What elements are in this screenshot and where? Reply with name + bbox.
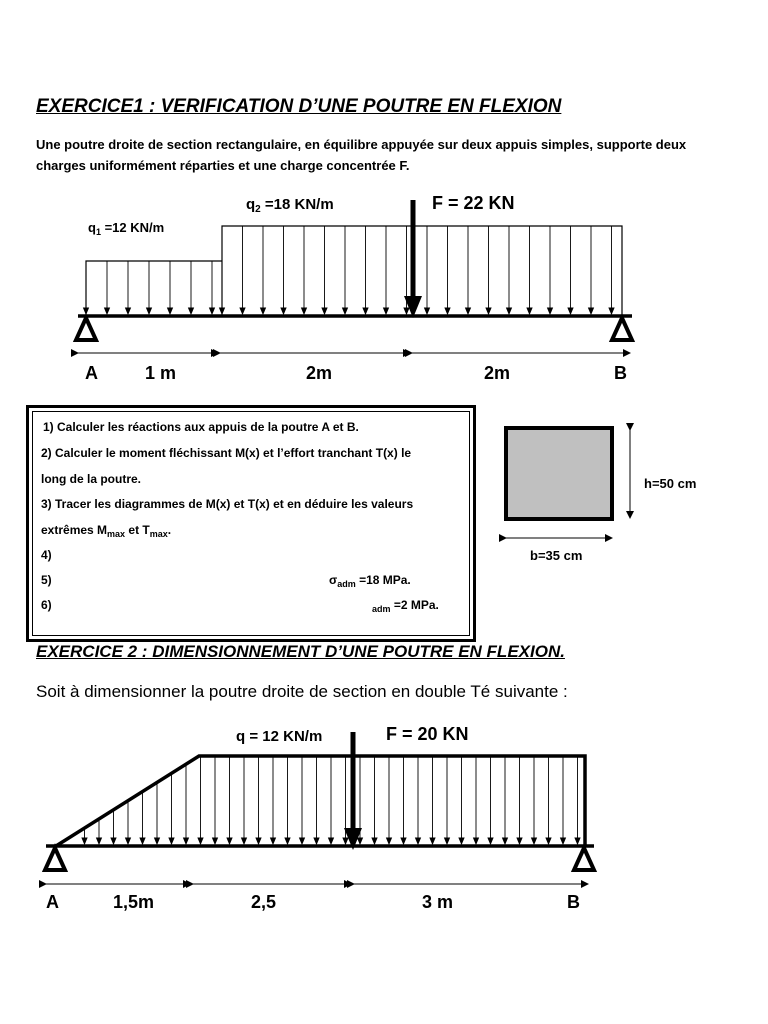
q2-label: $q_2 =18$ KN/m — [246, 196, 334, 215]
load-arrow-head — [220, 308, 225, 314]
cross-section-rect — [506, 428, 612, 519]
load-arrow-head — [97, 838, 102, 844]
load-arrow-head — [105, 308, 110, 314]
load-arrow-head — [459, 838, 464, 844]
question-3-line2 — [41, 523, 171, 539]
load-arrow-head — [126, 838, 131, 844]
load-arrow-head — [363, 308, 368, 314]
span3-2-label: 3 m — [422, 892, 454, 912]
tau-value: =2 MPa. — [390, 598, 439, 612]
load-arrow-head — [609, 308, 614, 314]
question-1: 1) Calculer les réactions aux appuis de la poutre A et B. — [43, 420, 359, 434]
load-arrow-head — [302, 308, 307, 314]
sigma-value: =18 MPa. — [355, 573, 411, 587]
load-arrow-head — [227, 838, 232, 844]
load-arrow-head — [240, 308, 245, 314]
load-arrow-head — [575, 838, 580, 844]
load-arrow-head — [84, 308, 89, 314]
width-label: b=35 cm — [530, 548, 583, 563]
span1-2-label: 1,5m — [113, 892, 155, 912]
load-arrow-head — [168, 308, 173, 314]
load-arrow-head — [488, 838, 493, 844]
exercise1-intro-line2: charges uniformément réparties et une charge concentrée F. — [36, 158, 410, 173]
q3-sub-max1: max — [107, 529, 126, 539]
q1-label: $q_1 =12$ KN/m — [88, 220, 165, 237]
load-arrow-head — [517, 838, 522, 844]
support-a2-label: A — [46, 892, 59, 912]
load-arrow-head — [261, 308, 266, 314]
force-f-label: F = 22 KN — [432, 193, 515, 213]
support-b2-triangle — [574, 848, 594, 870]
load-arrow-head — [546, 838, 551, 844]
load-arrow-head — [548, 308, 553, 314]
force-f2-arrow — [344, 732, 362, 850]
sigma-sub: adm — [337, 579, 356, 589]
span2-label: 2m — [306, 363, 333, 383]
load-arrow-head — [184, 838, 189, 844]
load-arrow-head — [466, 308, 471, 314]
load-arrow-head — [256, 838, 261, 844]
force-f2-label: F = 20 KN — [386, 724, 469, 744]
exercise1-intro-line1: Une poutre droite de section rectangulaire, en équilibre appuyée sur deux appuis simples, supporte deux — [36, 137, 687, 152]
load-arrow-head — [527, 308, 532, 314]
load-arrow-head — [401, 838, 406, 844]
span2-2-label: 2,5 — [251, 892, 277, 912]
question-5: 5) — [41, 573, 52, 587]
q3-prefix: extrêmes M — [41, 523, 108, 537]
load-arrow-head — [372, 838, 377, 844]
load-arrow-head — [147, 308, 152, 314]
span1-label: 1 m — [145, 363, 177, 383]
tau-sub: adm — [372, 604, 391, 614]
load-arrow-head — [242, 838, 247, 844]
support-b2-label: B — [567, 892, 580, 912]
load-arrow-head — [589, 308, 594, 314]
span3-label: 2m — [484, 363, 511, 383]
load-arrow-head — [503, 838, 508, 844]
load-arrow-head — [416, 838, 421, 844]
load-arrow-head — [532, 838, 537, 844]
q-label: q = 12 KN/m — [236, 728, 323, 745]
load-arrow-head — [430, 838, 435, 844]
load-arrow-head — [387, 838, 392, 844]
height-label: h=50 cm — [644, 476, 697, 491]
load-arrow-head — [111, 838, 116, 844]
q3-sub-max2: max — [149, 529, 168, 539]
support-a2-triangle — [45, 848, 65, 870]
load-arrow-head — [486, 308, 491, 314]
exercise1-title: EXERCICE1 : VERIFICATION D’UNE POUTRE EN FLEXION — [36, 96, 562, 117]
load-arrow-head — [126, 308, 131, 314]
load-arrow-head — [568, 308, 573, 314]
load-arrow-head — [561, 838, 566, 844]
load-arrow-head — [140, 838, 145, 844]
load-arrow-head — [474, 838, 479, 844]
support-b-label: B — [614, 363, 627, 383]
load-arrow-head — [507, 308, 512, 314]
load-arrow-head — [271, 838, 276, 844]
exercise2-intro: Soit à dimensionner la poutre droite de section en double Té suivante : — [36, 682, 568, 701]
load-arrow-head — [82, 838, 87, 844]
support-b-triangle — [612, 318, 632, 340]
load-arrow-head — [285, 838, 290, 844]
q3-mid: et T — [125, 523, 150, 537]
question-6: 6) — [41, 598, 52, 612]
load-arrow-head — [445, 838, 450, 844]
load-q2-distribution — [220, 226, 623, 316]
support-a-triangle — [76, 318, 96, 340]
load-arrow-head — [384, 308, 389, 314]
q3-end: . — [167, 523, 172, 537]
load-arrow-head — [281, 308, 286, 314]
questions-box — [26, 405, 476, 642]
tau-adm-value — [372, 598, 439, 614]
question-4: 4) — [41, 548, 52, 562]
load-arrow-head — [329, 838, 334, 844]
support-a-label: A — [85, 363, 98, 383]
load-arrow-head — [314, 838, 319, 844]
load-q-distribution — [56, 756, 585, 846]
load-arrow-head — [189, 308, 194, 314]
load-q1-distribution — [84, 261, 223, 316]
load-arrow-head — [425, 308, 430, 314]
question-3-line1: 3) Tracer les diagrammes de M(x) et T(x) et en déduire les valeurs — [41, 497, 414, 511]
exercise2-title: EXERCICE 2 : DIMENSIONNEMENT D’UNE POUTRE EN FLEXION. — [36, 642, 565, 661]
load-arrow-head — [445, 308, 450, 314]
load-arrow-head — [322, 308, 327, 314]
load-arrow-head — [213, 838, 218, 844]
load-arrow-head — [404, 308, 409, 314]
load-arrow-head — [169, 838, 174, 844]
load-arrow-head — [343, 308, 348, 314]
question-2-line2: long de la poutre. — [41, 472, 142, 486]
load-arrow-head — [358, 838, 363, 844]
load-arrow-head — [198, 838, 203, 844]
load-arrow-head — [210, 308, 215, 314]
load-arrow-head — [155, 838, 160, 844]
sigma-adm-value — [329, 573, 411, 589]
load-arrow-head — [300, 838, 305, 844]
sigma-symbol: σ — [329, 573, 338, 587]
load-arrow-head — [343, 838, 348, 844]
question-2-line1: 2) Calculer le moment fléchissant M(x) et l’effort tranchant T(x) le — [41, 446, 412, 460]
